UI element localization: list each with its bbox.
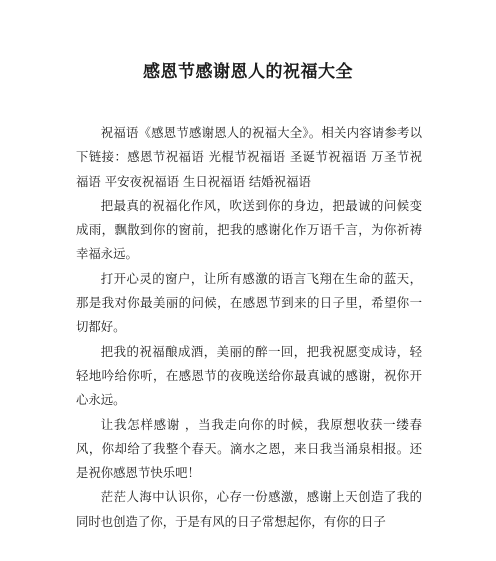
paragraph: 把我的祝福酿成酒，美丽的醉一回，把我祝愿变成诗，轻轻地吟给你听，在感恩节的夜晚送给你最真诚的感谢，祝你开心永远。 xyxy=(76,343,422,408)
paragraph: 让我怎样感谢 ，当我走向你的时候，我原想收获一缕春风，你却给了我整个春天。滴水之恩，来日我当涌泉相报。还是祝你感恩节快乐吧！ xyxy=(76,416,422,481)
paragraph: 茫茫人海中认识你，心存一份感激，感谢上天创造了我的同时也创造了你，于是有风的日子常想起你，有你的日子 xyxy=(76,489,422,529)
paragraph: 打开心灵的窗户，让所有感激的语言飞翔在生命的蓝天，那是我对你最美丽的问候，在感恩节到来的日子里，希望你一切都好。 xyxy=(76,270,422,335)
paragraph-intro: 祝福语《感恩节感谢恩人的祝福大全》。相关内容请参考以下链接：感恩节祝福语 光棍节祝福语 圣诞节祝福语 万圣节祝福语 平安夜祝福语 生日祝福语 结婚祝福语 xyxy=(76,125,422,189)
paragraph: 把最真的祝福化作风，吹送到你的身边，把最诚的问候变成雨，飘散到你的窗前，把我的感谢化作万语千言，为你祈祷幸福永远。 xyxy=(76,197,422,262)
document-title: 感恩节感谢恩人的祝福大全 xyxy=(143,62,353,82)
document-body xyxy=(76,121,422,534)
